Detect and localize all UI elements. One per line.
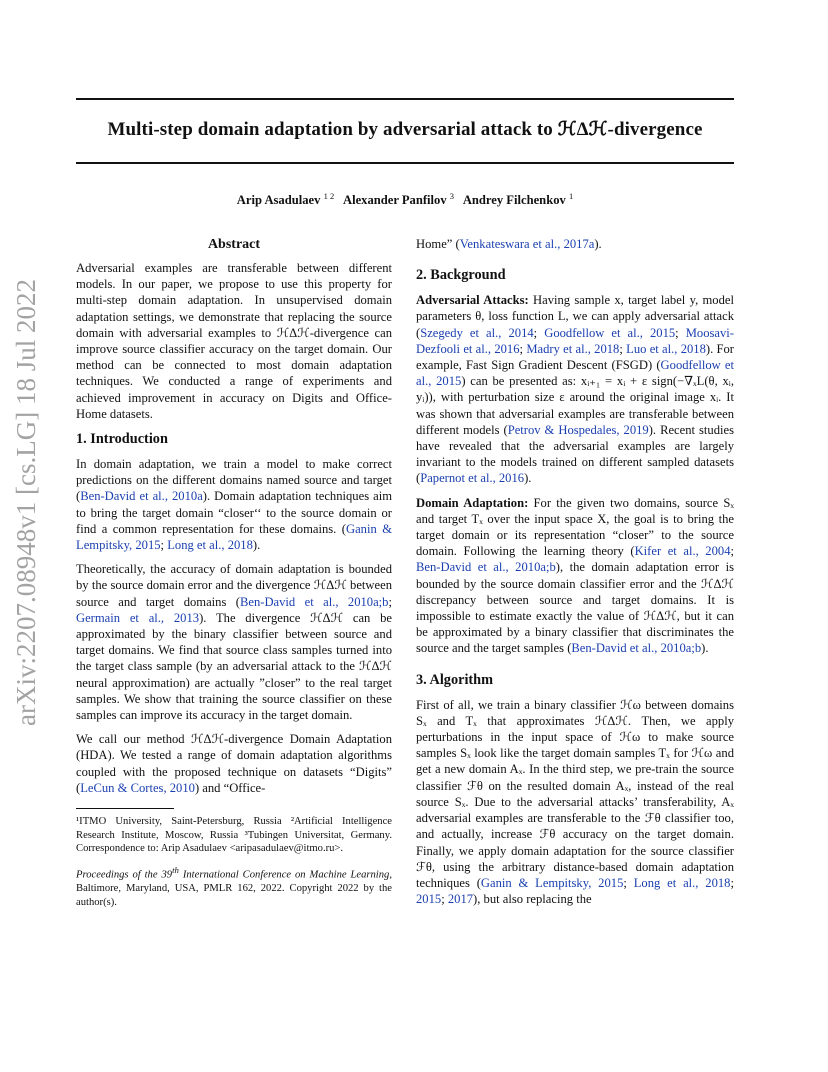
text-run: ;: [160, 538, 168, 553]
citation-link[interactable]: Luo et al., 2018: [626, 341, 706, 356]
text-run: Proceedings of the 39: [76, 869, 173, 881]
author-affiliation: 1: [568, 191, 574, 201]
citation-link[interactable]: Long et al., 2018: [167, 538, 253, 553]
text-run: For the given two domains, source Sₓ and target Tₓ over the input space X, the goal is to bring the target domain or its representation “closer” to the source domain. Following the learning theory (: [416, 495, 734, 559]
arxiv-stamp: [10, 262, 42, 742]
text-run: ;: [675, 325, 686, 340]
text-run: ;: [730, 875, 734, 890]
citation-link[interactable]: Long et al., 2018: [633, 875, 731, 890]
intro-paragraph: [76, 731, 392, 796]
text-run: , Baltimore, Maryland, USA, PMLR 162, 2022. Copyright 2022 by the author(s).: [76, 869, 392, 908]
arxiv-stamp-text: arXiv:2207.08948v1 [cs.LG] 18 Jul 2022: [10, 278, 41, 726]
proceedings-footnote: [76, 864, 392, 909]
section-heading-introduction: 1. Introduction: [76, 431, 168, 448]
text-run: ;: [388, 594, 392, 609]
paragraph-lead: Domain Adaptation:: [416, 495, 529, 510]
text-run: ).: [701, 641, 709, 656]
text-run: ).: [594, 237, 602, 251]
text-run: ). The divergence ℋΔℋ can be approximated by the binary classifier between source and target domains. We find that source class samples turned into the target class sample (by an adversarial attack to the ℋΔℋ neural approximation) are actually ”closer” to the real target samples. We show that training the source classifier on these samples can improve its accuracy in the target domain.: [76, 610, 392, 723]
citation-link[interactable]: 2017: [447, 892, 474, 907]
paragraph-lead: Adversarial Attacks:: [416, 293, 529, 308]
abstract-text: Adversarial examples are transferable between different models. In our paper, we propose to use this property for multi-step domain adaptation. In unsupervised domain adaptation settings, we demonstrate that replacing the source domain with adversarial examples to ℋΔℋ-divergence can improve source classifier accuracy on the target domain. Our method can be connected to most domain adaptation techniques. We conducted a range of experiments and achieved improvement in accuracy on Digits and Office-Home datasets.: [76, 261, 392, 421]
text-run: International Conference on Machine Learning: [178, 869, 390, 881]
text-run: First of all, we train a binary classifier ℋω between domains Sₓ and Tₓ that approximates ℋΔℋ. Then, we apply perturbations in the input space of ℋω to make source samples Sₓ look like the target domain samples Tₓ for ℋω and get a new domain Aₓ. In the third step, we pre-train the source classifier ℱθ on the resulted domain Aₓ, instead of the real source Sₓ. Due to the adversarial attacks’ transferability, Aₓ adversarial examples are transferable to the ℱθ classifier too, and actually, increase ℱθ accuracy on the target domain. Finally, we apply domain adaptation for the source classifier ℱθ, using the arbitrary distance-based domain adaptation techniques (: [416, 697, 734, 890]
citation-link[interactable]: Kifer et al., 2004: [634, 544, 731, 559]
text-run: ;: [533, 325, 545, 340]
top-rule: [76, 98, 734, 100]
text-run: We call our method ℋΔℋ-divergence Domain Adaptation (HDA). We tested a range of domain adaptation algorithms coupled with the proposed technique on datasets “Digits” (: [76, 732, 392, 795]
citation-link[interactable]: Papernot et al., 2016: [420, 471, 525, 486]
text-run: ;: [623, 875, 634, 890]
text-run: th: [172, 864, 179, 875]
left-column: [76, 236, 392, 917]
text-run: ;: [619, 341, 627, 356]
intro-paragraph-continued: [416, 236, 734, 252]
author-name: Andrey Filchenkov: [462, 193, 566, 208]
author-name: Arip Asadulaev: [236, 193, 321, 208]
background-paragraph: [416, 495, 734, 657]
citation-link[interactable]: Ganin & Lempitsky, 2015: [76, 521, 392, 553]
text-run: ;: [441, 892, 448, 907]
paper-title: Multi-step domain adaptation by adversarial attack to ℋΔℋ-divergence: [107, 119, 703, 140]
text-run: ), the domain adaptation error is bounded by the source domain classifier error and the ℋΔℋ discrepancy between source and target domains. It is impossible to estimate exactly the value of ℋΔℋ, but it can be approximated by a binary classifier that discriminates the source and the target samples (: [416, 560, 734, 656]
citation-link[interactable]: Ben-David et al., 2010a;b: [571, 641, 702, 656]
author-affiliation: 1 2: [323, 191, 335, 201]
citation-link[interactable]: Moosavi-Dezfooli et al., 2016: [416, 325, 734, 356]
text-run: ).: [252, 538, 261, 553]
citation-link[interactable]: Goodfellow et al., 2015: [416, 358, 735, 389]
citation-link[interactable]: Madry et al., 2018: [526, 341, 620, 356]
text-run: ) can be presented as: xᵢ₊₁ = xᵢ + ε sign(−∇ₓL(θ, xᵢ, yᵢ)), with perturbation size ε around the original image xᵢ. It was shown that adversarial examples are transferable between different models (: [416, 374, 734, 437]
citation-link[interactable]: Venkateswara et al., 2017a: [459, 237, 595, 251]
citation-link[interactable]: Ben-David et al., 2010a;b: [239, 594, 389, 609]
section-heading-background: 2. Background: [416, 267, 506, 284]
background-paragraph: [416, 292, 734, 486]
abstract-heading: Abstract: [207, 237, 261, 252]
affiliation-footnote: ¹ITMO University, Saint-Petersburg, Russia ²Artificial Intelligence Research Institute, Moscow, Russia ³Tubingen Universitat, Germany. Correspondence to: Arip Asadulaev <aripasadulaev@itmo.ru>.: [76, 816, 392, 855]
intro-paragraph: [76, 561, 392, 723]
citation-link[interactable]: 2015: [416, 892, 442, 907]
text-run: ) and “Office-: [194, 780, 266, 795]
algorithm-paragraph: [416, 697, 734, 908]
text-run: ;: [519, 341, 527, 356]
text-run: ). Recent studies have revealed that the adversarial examples are largely invariant to the models trained on different sampled datasets (: [416, 422, 735, 486]
intro-paragraph: [76, 456, 392, 553]
author-name: Alexander Panfilov: [342, 193, 447, 208]
text-run: ). For example, Fast Sign Gradient Descent (FSGD) (: [416, 341, 734, 373]
citation-link[interactable]: LeCun & Cortes, 2010: [80, 780, 195, 795]
citation-link[interactable]: Goodfellow et al., 2015: [544, 325, 676, 340]
text-run: Theoretically, the accuracy of domain adaptation is bounded by the source domain error and the divergence ℋΔℋ between source and target domains (: [76, 562, 392, 609]
title-bottom-rule: [76, 162, 734, 164]
text-run: In domain adaptation, we train a model to make correct predictions on the different domains named source and target (: [76, 457, 392, 504]
citation-link[interactable]: Ben-David et al., 2010a;b: [416, 560, 556, 575]
citation-link[interactable]: Petrov & Hospedales, 2019: [507, 422, 649, 437]
citation-link[interactable]: Ganin & Lempitsky, 2015: [480, 875, 624, 890]
author-list: [76, 191, 734, 208]
text-run: Having sample x, target label y, model parameters θ, loss function L, we can apply adversarial attack (: [416, 293, 734, 340]
citation-link[interactable]: Ben-David et al., 2010a: [80, 489, 203, 504]
footnote-rule: [76, 808, 174, 809]
text-run: Home” (: [416, 237, 460, 251]
text-run: ;: [730, 544, 734, 559]
citation-link[interactable]: Szegedy et al., 2014: [420, 325, 534, 340]
author-affiliation: 3: [449, 191, 455, 201]
text-run: ). Domain adaptation techniques aim to bring the target domain “closer‘‘ to the source domain or find a common representation for these domains. (: [76, 489, 392, 536]
section-heading-algorithm: 3. Algorithm: [416, 671, 494, 688]
right-column: [416, 236, 734, 915]
citation-link[interactable]: Germain et al., 2013: [76, 610, 200, 625]
text-run: ).: [524, 471, 532, 486]
text-run: ), but also replacing the: [473, 892, 592, 907]
